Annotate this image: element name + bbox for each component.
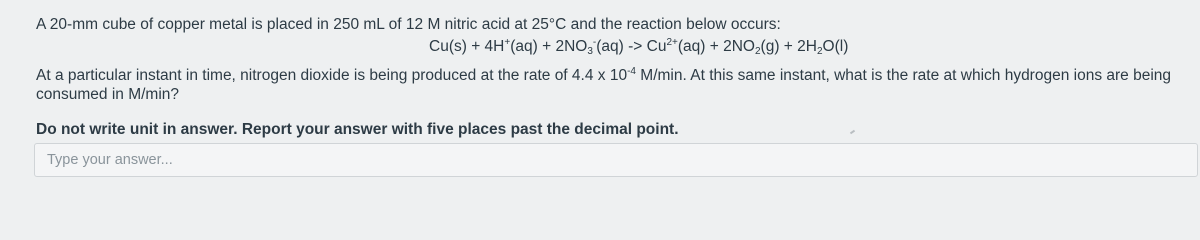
answer-instruction: Do not write unit in answer. Report your answer with five places past the decimal point. xyxy=(36,121,679,138)
equation-part: (g) + 2H xyxy=(760,38,817,55)
equation-superscript: 2+ xyxy=(666,37,678,48)
question-text: At a particular instant in time, nitrogen dioxide is being produced at the rate of 4.4 x 10 xyxy=(36,67,628,84)
question-paragraph-line-2: consumed in M/min? xyxy=(36,86,180,103)
chemical-equation xyxy=(429,37,848,56)
equation-subscript: 2 xyxy=(754,46,761,57)
equation-part: (aq) -> Cu xyxy=(596,38,667,55)
equation-part: (aq) + 2NO xyxy=(677,38,755,55)
equation-superscript: - xyxy=(592,37,597,48)
answer-field[interactable] xyxy=(34,143,1198,177)
equation-part: (aq) + 2NO xyxy=(510,38,588,55)
equation-part: O(l) xyxy=(822,38,849,55)
answer-input[interactable] xyxy=(35,144,1197,176)
equation-subscript: 3 xyxy=(587,46,593,57)
exponent: -4 xyxy=(627,66,636,77)
question-intro: A 20-mm cube of copper metal is placed in 250 mL of 12 M nitric acid at 25°C and the reaction below occurs: xyxy=(36,16,781,33)
question-text: M/min. At this same instant, what is the rate at which hydrogen ions are being xyxy=(635,67,1172,84)
equation-subscript: 2 xyxy=(816,46,823,57)
equation-part: Cu(s) + 4H xyxy=(429,38,505,55)
equation-superscript: + xyxy=(504,37,511,48)
question-paragraph-line-1 xyxy=(36,66,1171,85)
